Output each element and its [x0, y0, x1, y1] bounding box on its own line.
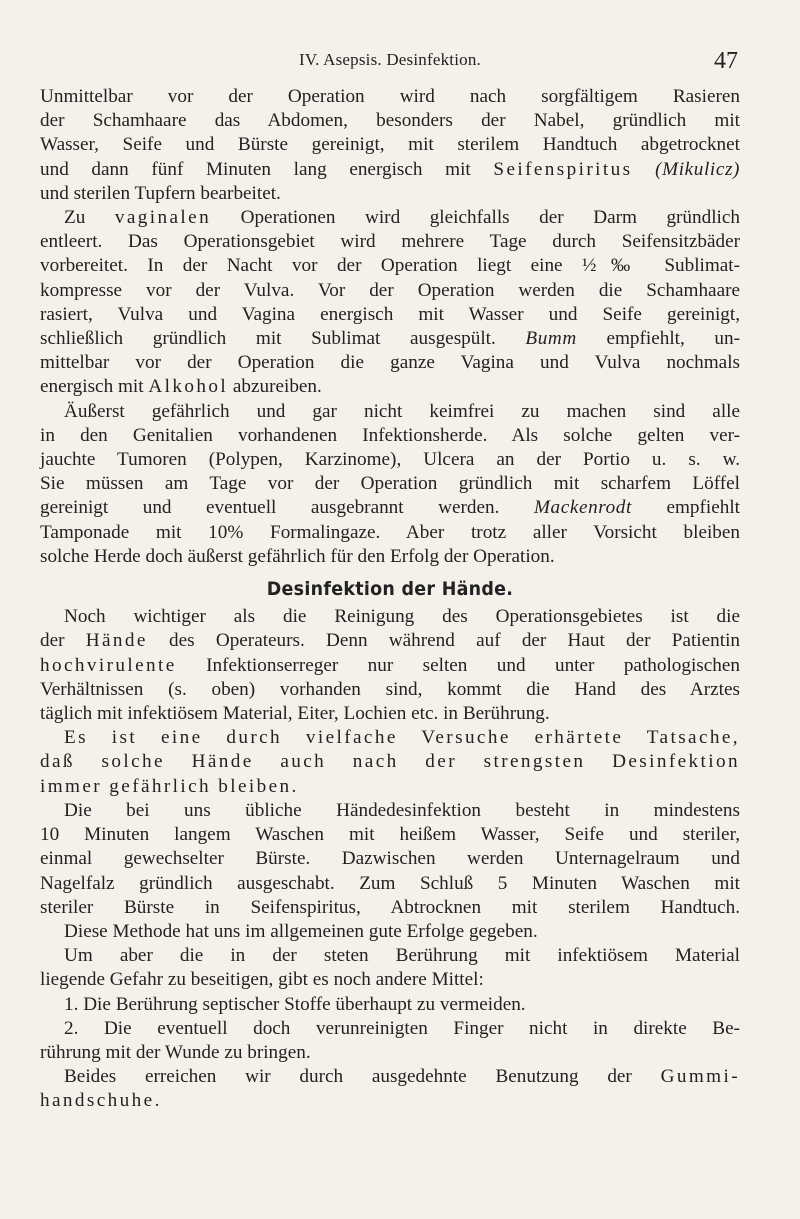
author-name: Bumm — [525, 328, 577, 350]
spaced-term: Seifenspiritus — [493, 158, 633, 180]
text-line: Diese Methode hat uns im allgemeinen gute Erfolge gegeben. — [64, 920, 538, 942]
spaced-term: Hände — [85, 630, 148, 652]
text-line: der Schamhaare das Abdomen, besonders der Nabel, gründlich mit — [40, 110, 740, 132]
text-line: Äußerst gefährlich und gar nicht keimfrei zu machen sind alle — [64, 400, 740, 422]
author-name: Mackenrodt — [533, 497, 632, 519]
text-line: jauchte Tumoren (Polypen, Karzinome), Ulcera an der Portio u. s. w. — [40, 449, 740, 471]
text-line: Die bei uns übliche Händedesinfektion besteht in mindestens — [64, 799, 740, 821]
text-line: schließlich gründlich mit Sublimat ausgespült. Bumm empfiehlt, un- — [40, 328, 740, 350]
fraction: ½‰ — [582, 255, 645, 277]
text-line: handschuhe. — [40, 1090, 160, 1112]
list-item: 2. Die eventuell doch verunreinigten Finger nicht in direkte Be- — [64, 1017, 740, 1039]
text-line: und sterilen Tupfern bearbeitet. — [40, 182, 281, 204]
spaced-term: Alkohol — [148, 376, 229, 398]
text-line: rührung mit der Wunde zu bringen. — [40, 1041, 311, 1063]
text-line: immer gefährlich bleiben. — [40, 775, 299, 797]
text-line: mittelbar vor der Operation die ganze Vagina und Vulva nochmals — [40, 352, 740, 374]
text-line: Noch wichtiger als die Reinigung des Operationsgebietes ist die — [64, 606, 740, 628]
body-text — [40, 85, 740, 1114]
text-line: Unmittelbar vor der Operation wird nach sorgfältigem Rasieren — [40, 86, 740, 107]
text-line: 10 Minuten langem Waschen mit heißem Wasser, Seife und steriler, — [40, 824, 740, 846]
page-number: 47 — [714, 48, 738, 74]
text-line: liegende Gefahr zu beseitigen, gibt es noch andere Mittel: — [40, 969, 484, 991]
text-line: rasiert, Vulva und Vagina energisch mit Wasser und Seife gereinigt, — [40, 303, 740, 325]
text-line: Verhältnissen (s. oben) vorhanden sind, kommt die Hand des Arztes — [40, 678, 740, 700]
spaced-term: vaginalen — [114, 207, 212, 229]
running-head — [40, 50, 740, 76]
spaced-term: hochvirulente — [40, 654, 177, 676]
text-line: solche Herde doch äußerst gefährlich für den Erfolg der Operation. — [40, 545, 555, 567]
author-name: (Mikulicz) — [655, 158, 741, 180]
list-item: 1. Die Berührung septischer Stoffe überhaupt zu vermeiden. — [64, 993, 526, 1015]
text-line: Nagelfalz gründlich ausgeschabt. Zum Schluß 5 Minuten Waschen mit — [40, 872, 740, 894]
text-line: Beides erreichen wir durch ausgedehnte Benutzung der Gummi- — [64, 1066, 740, 1088]
text-line: vorbereitet. In der Nacht vor der Operation liegt eine ½‰ Sublimat- — [40, 255, 741, 277]
text-line: Tamponade mit 10% Formalingaze. Aber trotz aller Vorsicht bleiben — [40, 521, 740, 543]
text-line: Um aber die in der steten Berührung mit infektiösem Material — [64, 945, 740, 967]
spaced-term: Gummi- — [660, 1066, 740, 1088]
text-line: täglich mit infektiösem Material, Eiter, Lochien etc. in Berührung. — [40, 703, 550, 725]
text-line: gereinigt und eventuell ausgebrannt werden. Mackenrodt empfiehlt — [40, 497, 740, 519]
text-line: steriler Bürste in Seifenspiritus, Abtrocknen mit sterilem Handtuch. — [40, 896, 740, 918]
text-line: Es ist eine durch vielfache Versuche erhärtete Tatsache, — [64, 727, 740, 749]
text-line: Zu vaginalen Operationen wird gleichfalls der Darm gründlich — [64, 207, 740, 229]
running-title: IV. Asepsis. Desinfektion. — [299, 50, 481, 69]
text-line: und dann fünf Minuten lang energisch mit Seifenspiritus (Mikulicz) — [40, 158, 741, 180]
spaced-term: handschuhe — [40, 1090, 155, 1112]
text-line: daß solche Hände auch nach der strengsten Desinfektion — [40, 751, 740, 773]
text-line: Wasser, Seife und Bürste gereinigt, mit sterilem Handtuch abgetrocknet — [40, 134, 740, 156]
text-line: Sie müssen am Tage vor der Operation gründlich mit scharfem Löffel — [40, 473, 740, 495]
text-line: hochvirulente Infektionserreger nur selten und unter pathologischen — [40, 654, 740, 676]
text-line: kompresse vor der Vulva. Vor der Operation werden die Schamhaare — [40, 279, 740, 301]
text-line: entleert. Das Operationsgebiet wird mehrere Tage durch Seifensitzbäder — [40, 231, 740, 253]
text-line: einmal gewechselter Bürste. Dazwischen werden Unternagelraum und — [40, 848, 740, 870]
text-line: der Hände des Operateurs. Denn während auf der Haut der Patientin — [40, 630, 740, 652]
section-heading: Desinfektion der Hände. — [266, 578, 514, 601]
text-line: in den Genitalien vorhandenen Infektionsherde. Als solche gelten ver- — [40, 424, 740, 446]
text-line: energisch mit Alkohol abzureiben. — [40, 376, 322, 398]
